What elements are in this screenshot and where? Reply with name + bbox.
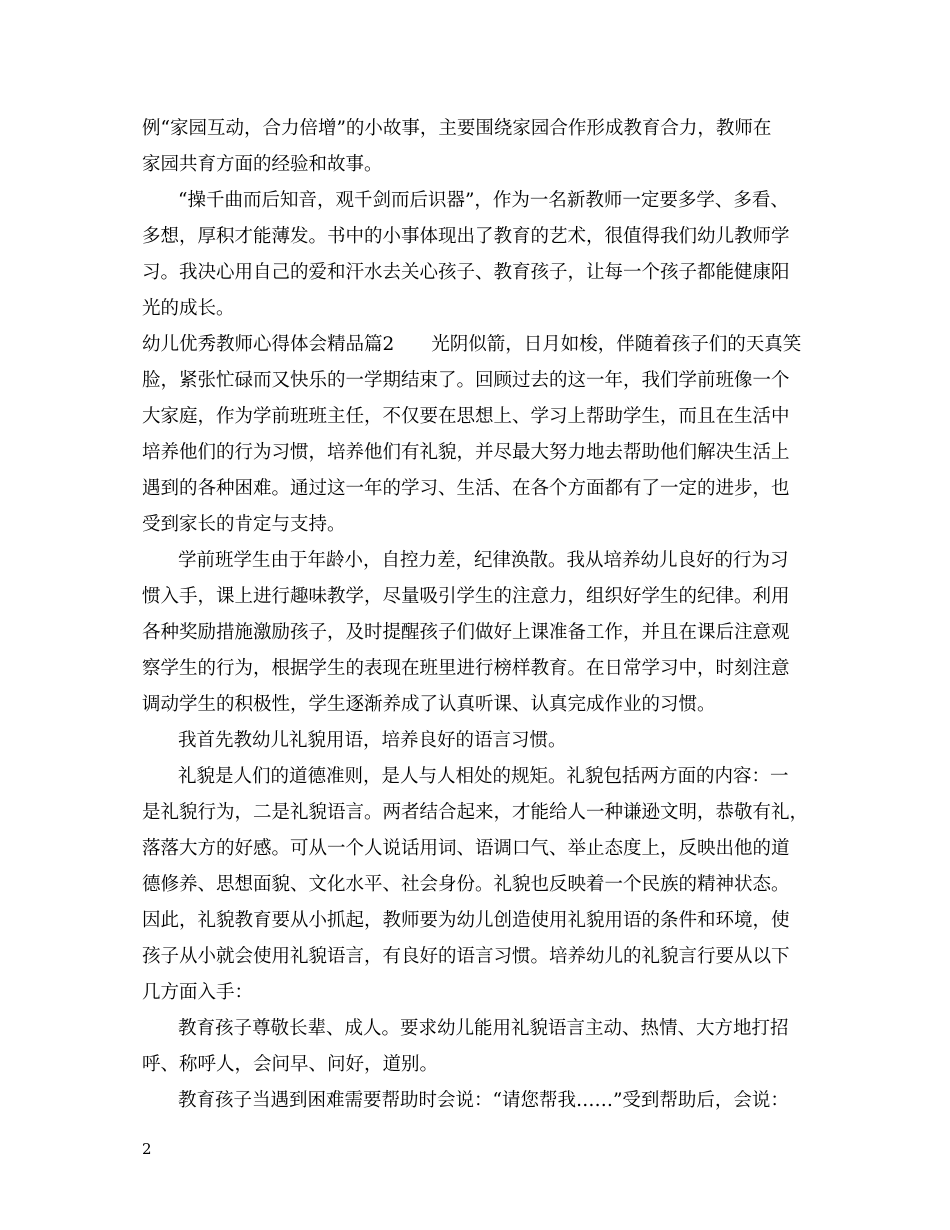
text-line: 光的成长。 bbox=[142, 298, 235, 319]
section-heading-line: 幼儿优秀教师心得体会精品篇2 光阴似箭，日月如梭，伴随着孩子们的天真笑 bbox=[142, 334, 802, 355]
text-line: 礼貌是人们的道德准则，是人与人相处的规矩。礼貌包括两方面的内容：一 bbox=[178, 766, 789, 787]
text-line: 呼、称呼人，会问早、问好，道别。 bbox=[142, 1054, 439, 1075]
text-line: 几方面入手： bbox=[142, 982, 254, 1003]
text-line: 多想，厚积才能薄发。书中的小事体现出了教育的艺术，很值得我们幼儿教师学 bbox=[142, 226, 790, 247]
text-line: 调动学生的积极性，学生逐渐养成了认真听课、认真完成作业的习惯。 bbox=[142, 694, 716, 715]
text-line: 例“家园互动，合力倍增”的小故事，主要围绕家园合作形成教育合力，教师在 bbox=[142, 118, 772, 139]
text-line: 各种奖励措施激励孩子，及时提醒孩子们做好上课准备工作，并且在课后注意观 bbox=[142, 622, 790, 643]
text-line: 孩子从小就会使用礼貌语言，有良好的语言习惯。培养幼儿的礼貌言行要从以下 bbox=[142, 946, 790, 967]
text-line: 我首先教幼儿礼貌用语，培养良好的语言习惯。 bbox=[178, 730, 567, 751]
text-line: 习。我决心用自己的爱和汗水去关心孩子、教育孩子，让每一个孩子都能健康阳 bbox=[142, 262, 790, 283]
text-line: 德修养、思想面貌、文化水平、社会身份。礼貌也反映着一个民族的精神状态。 bbox=[142, 874, 790, 895]
text-line: 因此，礼貌教育要从小抓起，教师要为幼儿创造使用礼貌用语的条件和环境，使 bbox=[142, 910, 790, 931]
text-line: 惯入手，课上进行趣味教学，尽量吸引学生的注意力，组织好学生的纪律。利用 bbox=[142, 586, 790, 607]
text-line: 学前班学生由于年龄小，自控力差，纪律涣散。我从培养幼儿良好的行为习 bbox=[178, 550, 789, 571]
page-number: 2 bbox=[142, 1140, 152, 1158]
text-line: 大家庭，作为学前班班主任，不仅要在思想上、学习上帮助学生，而且在生活中 bbox=[142, 406, 790, 427]
text-line: 教育孩子尊敬长辈、成人。要求幼儿能用礼貌语言主动、热情、大方地打招 bbox=[178, 1018, 789, 1039]
text-line: 受到家长的肯定与支持。 bbox=[142, 514, 346, 535]
text-line: 教育孩子当遇到困难需要帮助时会说：“请您帮我……”受到帮助后，会说： bbox=[178, 1090, 789, 1111]
text-line: “操千曲而后知音，观千剑而后识器”，作为一名新教师一定要多学、多看、 bbox=[178, 190, 789, 211]
text-line: 是礼貌行为，二是礼貌语言。两者结合起来，才能给人一种谦逊文明，恭敬有礼， bbox=[142, 802, 809, 823]
text-line: 遇到的各种困难。通过这一年的学习、生活、在各个方面都有了一定的进步，也 bbox=[142, 478, 790, 499]
text-line: 培养他们的行为习惯，培养他们有礼貌，并尽最大努力地去帮助他们解决生活上 bbox=[142, 442, 790, 463]
text-line: 家园共育方面的经验和故事。 bbox=[142, 154, 383, 175]
text-line: 脸，紧张忙碌而又快乐的一学期结束了。回顾过去的这一年，我们学前班像一个 bbox=[142, 370, 790, 391]
text-line: 察学生的行为，根据学生的表现在班里进行榜样教育。在日常学习中，时刻注意 bbox=[142, 658, 790, 679]
text-line: 落落大方的好感。可从一个人说话用词、语调口气、举止态度上，反映出他的道 bbox=[142, 838, 790, 859]
